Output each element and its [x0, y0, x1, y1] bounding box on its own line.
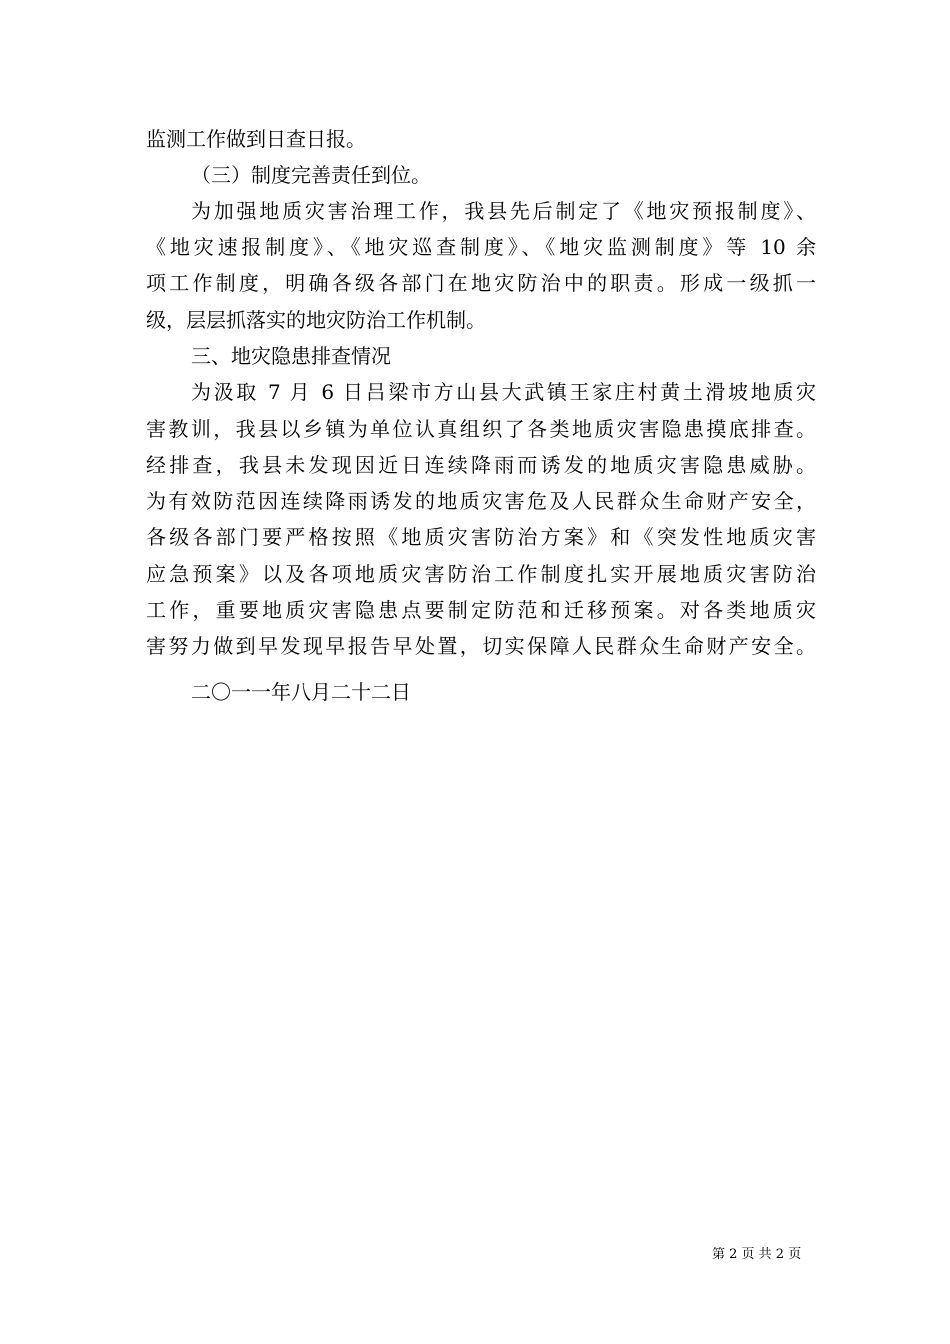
text-line-4: 《地灾速报制度》、《地灾巡查制度》、《地灾监测制度》等 10 余 [146, 235, 816, 259]
page-number-footer: 第 2 页 共 2 页 [712, 1247, 802, 1262]
text-line-14: 工作，重要地质灾害隐患点要制定防范和迁移预案。对各类地质灾 [146, 598, 816, 622]
text-line-3: 为加强地质灾害治理工作，我县先后制定了《地灾预报制度》、 [191, 199, 816, 223]
text-line-6: 级，层层抓落实的地灾防治工作机制。 [146, 308, 486, 332]
document-date: 二〇一一年八月二十二日 [191, 680, 411, 704]
text-line-1: 监测工作做到日查日报。 [146, 127, 366, 151]
text-line-5: 项工作制度，明确各级各部门在地灾防治中的职责。形成一级抓一 [146, 271, 816, 295]
section-heading-investigation: 三、地灾隐患排查情况 [191, 344, 391, 368]
section-heading-system: （三）制度完善责任到位。 [191, 163, 431, 187]
text-line-9: 害教训，我县以乡镇为单位认真组织了各类地质灾害隐患摸底排查。 [146, 417, 816, 441]
text-line-15: 害努力做到早发现早报告早处置，切实保障人民群众生命财产安全。 [146, 634, 816, 658]
text-line-11: 为有效防范因连续降雨诱发的地质灾害危及人民群众生命财产安全， [146, 489, 816, 513]
text-line-8: 为汲取 7 月 6 日吕梁市方山县大武镇王家庄村黄土滑坡地质灾 [191, 380, 816, 404]
text-line-13: 应急预案》以及各项地质灾害防治工作制度扎实开展地质灾害防治 [146, 562, 816, 586]
text-line-12: 各级各部门要严格按照《地质灾害防治方案》和《突发性地质灾害 [146, 525, 816, 549]
text-line-10: 经排查，我县未发现因近日连续降雨而诱发的地质灾害隐患威胁。 [146, 453, 816, 477]
